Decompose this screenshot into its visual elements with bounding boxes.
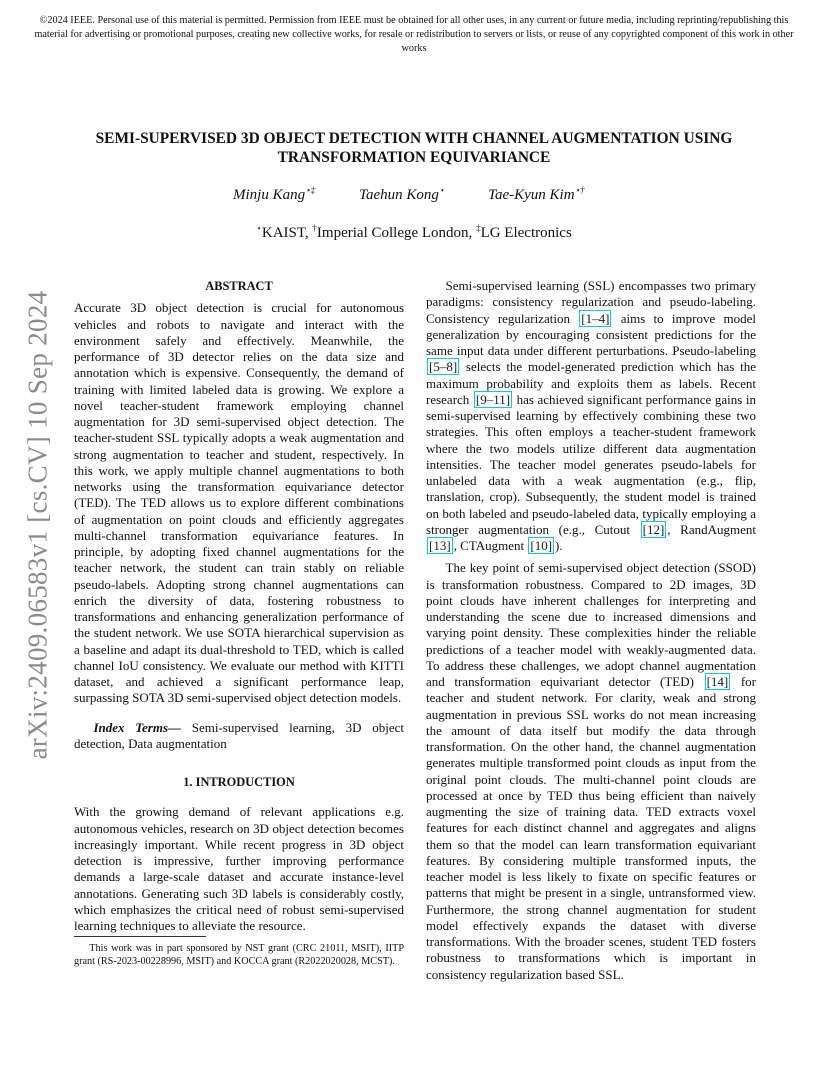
author-1 — [233, 187, 315, 204]
affiliations — [60, 225, 768, 242]
author-name: Tae-Kyun Kim — [488, 187, 575, 203]
text-run: aims to improve model generalization by encouraging consistent predictions for the same input data under different perturbations. Pseudo-labeling — [426, 310, 756, 358]
abstract-heading: ABSTRACT — [205, 279, 273, 293]
citation-link[interactable]: [13] — [429, 538, 451, 553]
footnote-rule — [74, 936, 206, 937]
ssl-paragraph — [426, 278, 756, 554]
author-2 — [359, 187, 445, 204]
arxiv-identifier-text: arXiv:2409.06583v1 [cs.CV] 10 Sep 2024 — [22, 290, 53, 760]
text-run: selects the model-generated prediction which has the maximum probability and exploits them as labels. Recent research — [426, 359, 756, 407]
affiliation-mark: ⋆ — [256, 223, 262, 233]
text-run: The key point of semi-supervised object detection (SSOD) is transformation robustness. Compared to 2D images, 3D point clouds have inherent challenges for interpreting and understanding the scene due to increased dimensions and varying point density. These complexities hinder the reliable predictions of a teacher model with weakly-augmented data. To address these challenges, we adopt channel augmentation and transformation equivariant detector (TED) — [426, 560, 756, 689]
citation-link[interactable]: [14] — [706, 674, 729, 689]
citation-link[interactable]: [5–8] — [429, 359, 458, 375]
text-run: , CTAugment — [453, 538, 528, 553]
right-column — [426, 278, 756, 983]
text-run: for teacher and student network. For clarity, weak and strong augmentation in previous SSL works do not mean increasing the amount of data itself but modify the data through transformation. On the other hand, the channel augmentation generates multiple transformed point clouds as input from the original point clouds. The multi-channel point clouds are processed at once by TED thus being efficient than naively augmenting the size of training data. TED extracts voxel features for each distinct channel and aggregates and aligns them so that the model can learn transformation equivariant features. By considering multiple transformed inputs, the teacher model is less likely to fixate on specific features or patterns that might be present in a single, untransformed view. Furthermore, the strong channel augmentation for student model effectively expands the dataset with diverse transformations. With the broader scenes, student TED fosters robustness to transformations which is important in consistency regularization based SSL. — [426, 674, 756, 982]
index-terms — [74, 720, 404, 753]
funding-footnote: This work was in part sponsored by NST grant (CRC 21011, MSIT), IITP grant (RS-2023-00228996, MSIT) and KOCCA grant (R2022020028, MCST). — [74, 943, 404, 968]
affiliation-mark: ‡ — [476, 223, 481, 233]
index-terms-text: Semi-supervised learning, 3D object detection, Data augmentation — [74, 719, 404, 751]
text-run: has achieved significant performance gains in semi-supervised learning by effectively combining these two strategies. This often employs a teacher-student framework where the two models utilize different data augmentation intensities. The teacher model generates pseudo-labels for unlabeled data with a weak augmentation (e.g., flip, translation, crop). Subsequently, the student model is trained on both labeled and pseudo-labeled data, typically employing a stronger augmentation (e.g., Cutout — [426, 391, 756, 537]
affiliation-lg: LG Electronics — [480, 225, 572, 241]
author-affiliation-marks: ⋆ — [438, 185, 445, 195]
ssod-paragraph — [426, 560, 756, 983]
citation-link[interactable]: [12] — [642, 521, 665, 537]
author-list — [60, 187, 768, 209]
copyright-notice: ©2024 IEEE. Personal use of this material is permitted. Permission from IEEE must be obtained for all other uses, in any current or future media, including reprinting/republishing this material for advertising or promotional purposes, creating new collective works, for resale or redistribution to servers or lists, or reuse of any copyrighted component of this work in other works — [34, 15, 794, 54]
text-run: Semi-supervised learning (SSL) encompasses two primary paradigms: consistency regularization and pseudo-labeling. Consistency regularization — [426, 278, 756, 326]
text-run: ). — [555, 538, 563, 553]
paper-title: SEMI-SUPERVISED 3D OBJECT DETECTION WITH CHANNEL AUGMENTATION USING TRANSFORMATION EQUIVARIANCE — [95, 130, 733, 166]
text-run: , RandAugment — [667, 521, 756, 537]
abstract-text: Accurate 3D object detection is crucial for autonomous vehicles and robots to navigate and interact with the environment safely and effectively. Meanwhile, the performance of 3D detector relies on the data size and annotation which is expensive. Consequently, the demand of training with limited labeled data is growing. We explore a novel teacher-student framework employing channel augmentation for 3D semi-supervised object detection. The teacher-student SSL typically adopts a weak augmentation and strong augmentation to teacher and student, respectively. In this work, we apply multiple channel augmentations to both networks using the transformation equivariance detector (TED). The TED allows us to explore different combinations of augmentation on point clouds and efficiently aggregates multi-channel transformation equivariance features. In principle, by adopting fixed channel augmentations for the teacher network, the student can train stably on reliable pseudo-labels. Adopting strong channel augmentations can enrich the diversity of data, fostering robustness to transformations and enhancing generalization performance of the student network. We use SOTA hierarchical supervision as a baseline and adapt its dual-threshold to TED, which is called channel IoU consistency. We evaluate our method with KITTI dataset, and achieved a significant performance leap, surpassing SOTA 3D semi-supervised object detection models. — [74, 300, 404, 706]
arxiv-identifier-stamp — [16, 290, 60, 760]
citation-link[interactable]: [10] — [530, 538, 553, 553]
citation-link[interactable]: [1–4] — [581, 310, 610, 326]
author-affiliation-marks: ⋆‡ — [305, 185, 316, 195]
affiliation-mark: † — [312, 223, 317, 233]
affiliation-kaist: KAIST, — [261, 225, 313, 241]
citation-link[interactable]: [9–11] — [475, 391, 511, 407]
author-3 — [488, 187, 585, 204]
index-terms-label: Index Terms— — [93, 719, 182, 735]
affiliation-imperial: Imperial College London, — [316, 225, 477, 241]
author-name: Minju Kang — [233, 187, 306, 203]
introduction-paragraph: With the growing demand of relevant applications e.g. autonomous vehicles, research on 3D object detection becomes increasingly important. While recent progress in 3D object detection is impressive, further improving performance demands a large-scale dataset and accurate instance-level annotations. Generating such 3D labels is considerably costly, which emphasizes the critical need of robust semi-supervised learning techniques to alleviate the resource. — [74, 804, 404, 933]
author-affiliation-marks: ⋆† — [574, 185, 585, 195]
author-name: Taehun Kong — [359, 187, 439, 203]
left-column — [74, 278, 404, 934]
introduction-heading: 1. INTRODUCTION — [183, 775, 295, 789]
